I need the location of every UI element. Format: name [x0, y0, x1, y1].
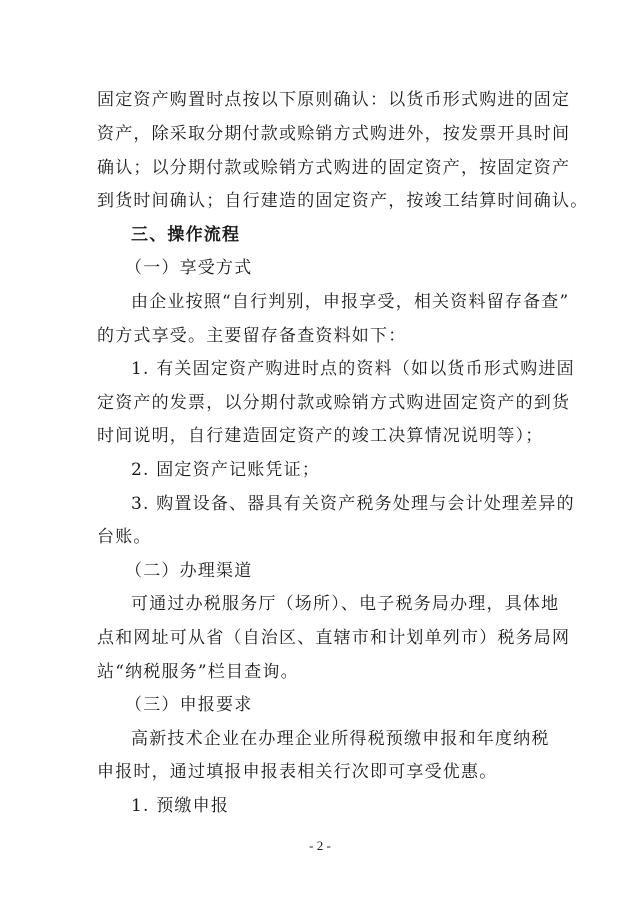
paragraph-line: 申报时，通过填报申报表相关行次即可享受优惠。: [97, 762, 498, 782]
paragraph-line: 确认；以分期付款或赊销方式购进的固定资产，按固定资产: [97, 158, 571, 178]
list-item-line: 2. 固定资产记账凭证；: [131, 460, 321, 480]
paragraph-line: 时间说明，自行建造固定资产的竣工决算情况说明等）；: [97, 426, 544, 446]
paragraph-line: 站“纳税服务”栏目查询。: [97, 662, 299, 682]
paragraph-line: 点和网址可从省（自治区、直辖市和计划单列市）税务局网: [97, 628, 571, 648]
paragraph-line: 台账。: [97, 527, 152, 547]
subsection-heading: （二）办理渠道: [125, 561, 253, 581]
section-heading: 三、操作流程: [131, 225, 241, 245]
paragraph-line: 可通过办税服务厅（场所）、电子税务局办理，具体地: [131, 594, 560, 614]
paragraph-line: 资产，除采取分期付款或赊销方式购进外，按发票开具时间: [97, 124, 571, 144]
page-number: - 2 -: [309, 838, 331, 853]
subsection-heading: （三）申报要求: [125, 695, 253, 715]
paragraph-line: 高新技术企业在办理企业所得税预缴申报和年度纳税: [131, 729, 550, 749]
list-item-line: 1. 有关固定资产购进时点的资料（如以货币形式购进固: [131, 359, 575, 379]
paragraph-line: 到货时间确认；自行建造的固定资产，按竣工结算时间确认。: [97, 191, 589, 211]
list-item-line: 1. 预缴申报: [131, 796, 230, 816]
paragraph-line: 定资产的发票，以分期付款或赊销方式购进固定资产的到货: [97, 393, 571, 413]
subsection-heading: （一）享受方式: [125, 258, 253, 278]
list-item-line: 3. 购置设备、器具有关资产税务处理与会计处理差异的: [131, 494, 575, 514]
paragraph-line: 的方式享受。主要留存备查资料如下：: [97, 326, 407, 346]
paragraph-line: 由企业按照“自行判别，申报享受，相关资料留存备查”: [131, 292, 570, 312]
paragraph-line: 固定资产购置时点按以下原则确认：以货币形式购进的固定: [97, 90, 571, 110]
